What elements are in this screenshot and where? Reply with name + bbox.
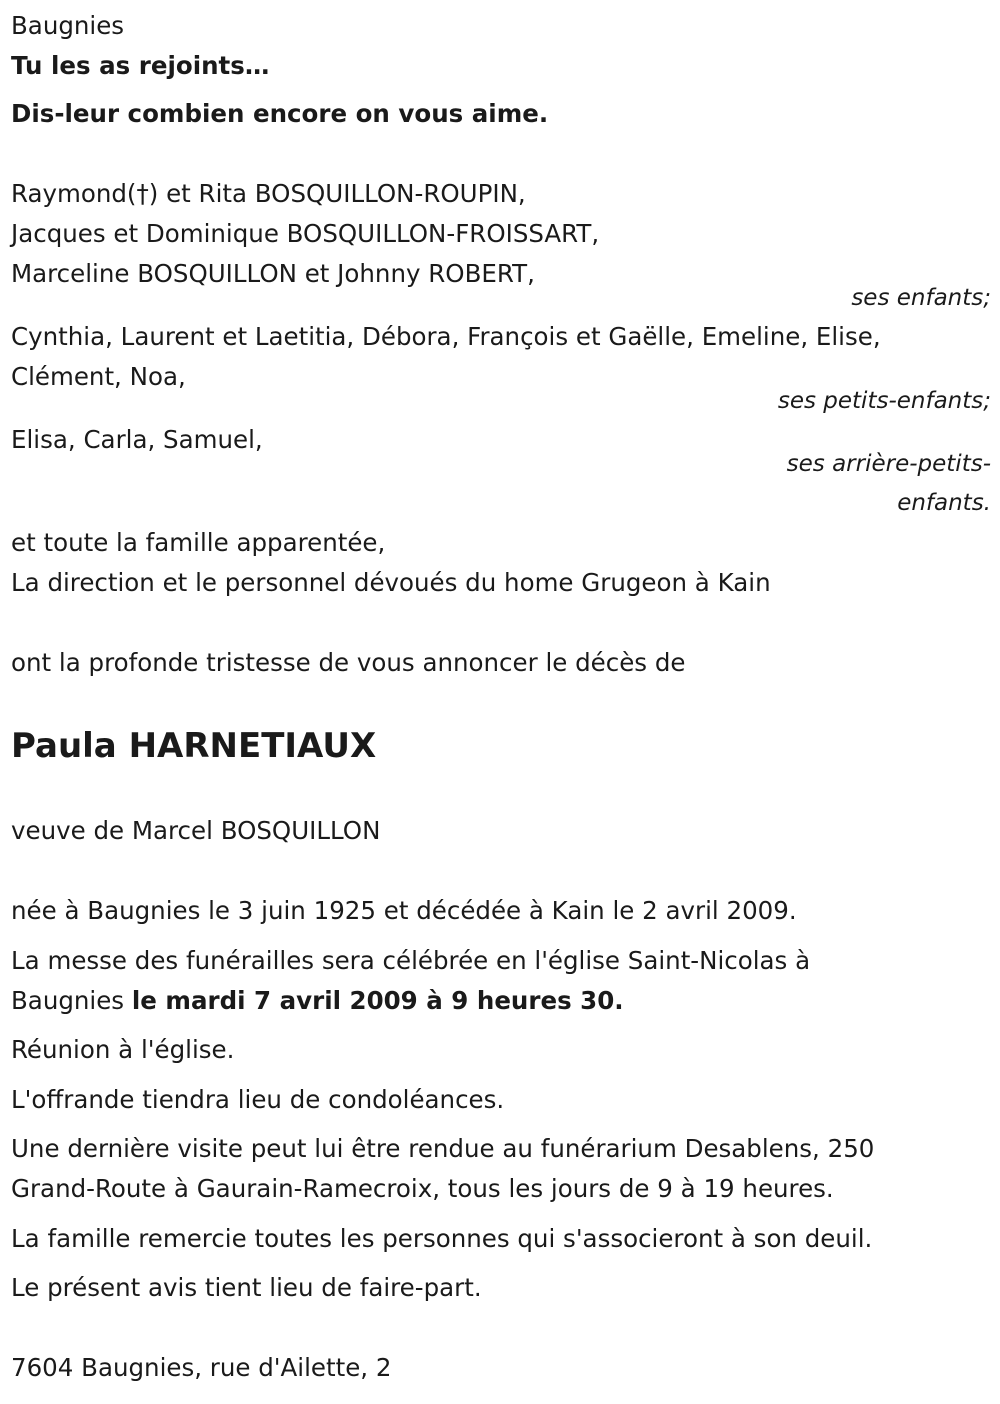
mass-line-2 <box>11 986 624 1016</box>
children-line-2: Jacques et Dominique BOSQUILLON-FROISSART, <box>11 219 600 248</box>
great-grandchildren-line-1: Elisa, Carla, Samuel, <box>11 425 263 454</box>
grandchildren-line-1: Cynthia, Laurent et Laetitia, Débora, François et Gaëlle, Emeline, Elise, <box>11 322 881 351</box>
great-grandchildren-role-1: ses arrière-petits- <box>786 451 991 477</box>
address-text: 7604 Baugnies, rue d'Ailette, 2 <box>11 1353 392 1382</box>
tagline-line-2: Dis-leur combien encore on vous aime. <box>11 99 549 128</box>
grandchildren-role: ses petits-enfants; <box>777 388 991 414</box>
visit-line-1: Une dernière visite peut lui être rendue au funérarium Desablens, 250 <box>11 1134 875 1163</box>
children-role: ses enfants; <box>851 285 991 311</box>
visit-line-2: Grand-Route à Gaurain-Ramecroix, tous les jours de 9 à 19 heures. <box>11 1174 834 1203</box>
notice-text: Le présent avis tient lieu de faire-part. <box>11 1273 482 1302</box>
town-header: Baugnies <box>11 11 125 40</box>
children-line-1: Raymond(†) et Rita BOSQUILLON-ROUPIN, <box>11 179 526 208</box>
children-line-3: Marceline BOSQUILLON et Johnny ROBERT, <box>11 259 535 288</box>
birth-death-text: née à Baugnies le 3 juin 1925 et décédée à Kain le 2 avril 2009. <box>11 896 797 925</box>
thanks-text: La famille remercie toutes les personnes qui s'associeront à son deuil. <box>11 1224 873 1253</box>
extended-family-line-1: et toute la famille apparentée, <box>11 528 386 557</box>
mass-line-1: La messe des funérailles sera célébrée en l'église Saint-Nicolas à <box>11 946 811 975</box>
announcement-text: ont la profonde tristesse de vous annoncer le décès de <box>11 648 686 677</box>
tagline-line-1: Tu les as rejoints… <box>11 51 270 80</box>
mass-date-time: le mardi 7 avril 2009 à 9 heures 30. <box>131 986 624 1015</box>
grandchildren-line-2: Clément, Noa, <box>11 362 186 391</box>
widow-of-text: veuve de Marcel BOSQUILLON <box>11 816 381 845</box>
extended-family-line-2: La direction et le personnel dévoués du home Grugeon à Kain <box>11 568 771 597</box>
great-grandchildren-role-2: enfants. <box>897 490 991 516</box>
offering-text: L'offrande tiendra lieu de condoléances. <box>11 1085 505 1114</box>
obituary-notice <box>11 0 991 1404</box>
meeting-text: Réunion à l'église. <box>11 1035 235 1064</box>
mass-place: Baugnies <box>11 986 132 1015</box>
deceased-name: Paula HARNETIAUX <box>11 726 377 766</box>
